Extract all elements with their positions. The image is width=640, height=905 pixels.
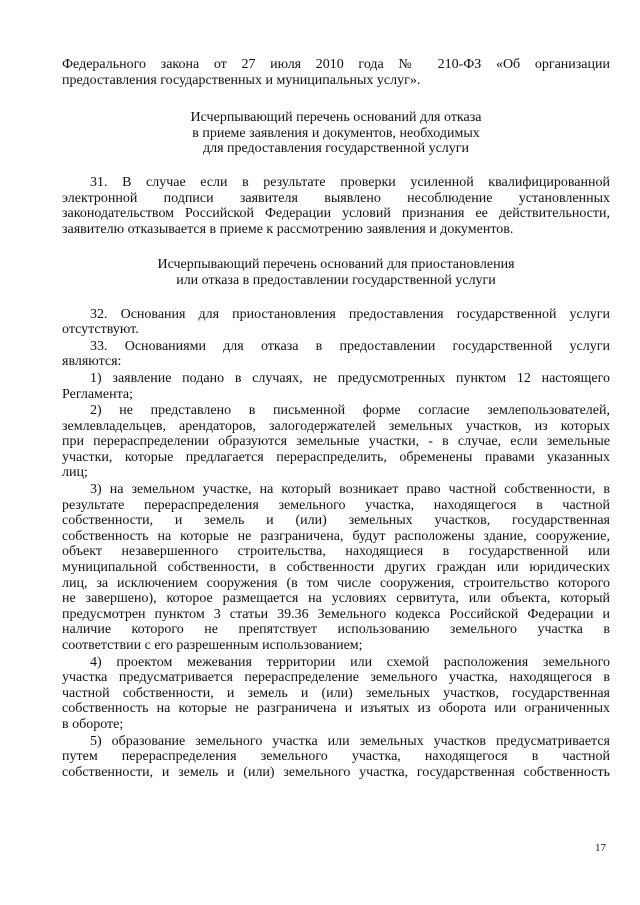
list-item-5 xyxy=(62,734,610,781)
text-line: законодательством Российской Федерации условий признания ее действительности, xyxy=(62,206,610,222)
text-line: муниципальной собственности, в собственности других граждан или юридических xyxy=(62,560,610,576)
text-line: заявителю отказывается в приеме к рассмотрению заявления и документов. xyxy=(62,221,514,237)
text-line: предусмотрен пунктом 3 статьи 39.36 Земельного кодекса Российской Федерации и xyxy=(62,606,610,622)
text-line: лиц; xyxy=(62,465,88,481)
text-line: при перераспределении образуются земельные участки, - в случае, если земельные xyxy=(62,434,610,450)
list-item-1 xyxy=(62,371,610,402)
text-line: собственности, и земель и (или) земельного участка, государственная собственность xyxy=(62,764,610,780)
text-line: отсутствуют. xyxy=(62,322,139,338)
text-line: 2) не представлено в письменной форме согласие землепользователей, xyxy=(90,403,610,419)
text-line: участки, которые предлагается перераспределить, обременены правами указанных xyxy=(62,449,610,465)
text-line: 4) проектом межевания территории или схемой расположения земельного xyxy=(90,654,610,670)
text-line: 33. Основаниями для отказа в предоставлении государственной услуги xyxy=(90,338,610,354)
paragraph-33 xyxy=(62,339,610,370)
text-line: предоставления государственных и муниципальных услуг». xyxy=(62,72,421,88)
text-line: участка предусматривается перераспределение земельного участка, находящегося в xyxy=(62,670,610,686)
heading-line: или отказа в предоставлении государственной услуги xyxy=(176,272,496,288)
text-line: частной собственности, и земель и (или) земельных участков, государственная xyxy=(62,685,610,701)
section-heading-suspension-refusal xyxy=(62,257,610,288)
list-item-2 xyxy=(62,403,610,481)
text-line: наличие которого не препятствует использованию земельного участка в xyxy=(62,622,610,638)
text-line: 32. Основания для приостановления предоставления государственной услуги xyxy=(90,306,610,322)
list-item-3 xyxy=(62,482,610,654)
heading-line: в приеме заявления и документов, необходимых xyxy=(192,125,480,141)
list-item-4 xyxy=(62,655,610,733)
text-line: 3) на земельном участке, на который возникает право частной собственности, в xyxy=(90,482,610,498)
text-line: результате перераспределения земельного участка, находящегося в частной xyxy=(62,497,610,513)
text-line: лиц, за исключением сооружения (в том числе сооружения, строительство которого xyxy=(62,575,610,591)
text-line: собственность на которые не разграничена, будут расположены здание, сооружение, xyxy=(62,528,610,544)
text-line: соответствии с его разрешенным использованием; xyxy=(62,638,363,653)
intro-paragraph xyxy=(62,57,610,88)
text-line: не завершено), которое размещается на условиях сервитута, или объекта, который xyxy=(62,591,610,607)
paragraph-31 xyxy=(62,175,610,237)
text-line: являются: xyxy=(62,354,122,370)
text-line: 5) образование земельного участка или земельных участков предусматривается xyxy=(90,733,610,749)
text-line: 31. В случае если в результате проверки усиленной квалифицированной xyxy=(90,174,610,190)
heading-line: для предоставления государственной услуги xyxy=(202,141,470,157)
page-number: 17 xyxy=(595,842,606,854)
text-line: собственность на которые не разграничена и изъятых из оборота или ограниченных xyxy=(62,701,610,717)
text-line: в обороте; xyxy=(62,716,124,732)
heading-line: Исчерпывающий перечень оснований для отказа xyxy=(190,110,482,126)
section-heading-refusal-acceptance xyxy=(62,110,610,157)
text-line: объект незавершенного строительства, находящиеся в государственной или xyxy=(62,544,610,560)
text-line: Федерального закона от 27 июля 2010 года № 210-ФЗ «Об организации xyxy=(62,57,610,72)
text-line: землевладельцев, арендаторов, залогодержателей земельных участков, из которых xyxy=(62,418,610,434)
text-line: собственности, и земель и (или) земельных участков, государственная xyxy=(62,513,610,529)
heading-line: Исчерпывающий перечень оснований для приостановления xyxy=(157,257,515,273)
paragraph-32 xyxy=(62,307,610,338)
text-line: 1) заявление подано в случаях, не предусмотренных пунктом 12 настоящего xyxy=(90,370,610,386)
text-line: путем перераспределения земельного участка, находящегося в частной xyxy=(62,749,610,765)
text-line: электронной подписи заявителя выявлено несоблюдение установленных xyxy=(62,190,610,206)
text-line: Регламента; xyxy=(62,386,134,402)
